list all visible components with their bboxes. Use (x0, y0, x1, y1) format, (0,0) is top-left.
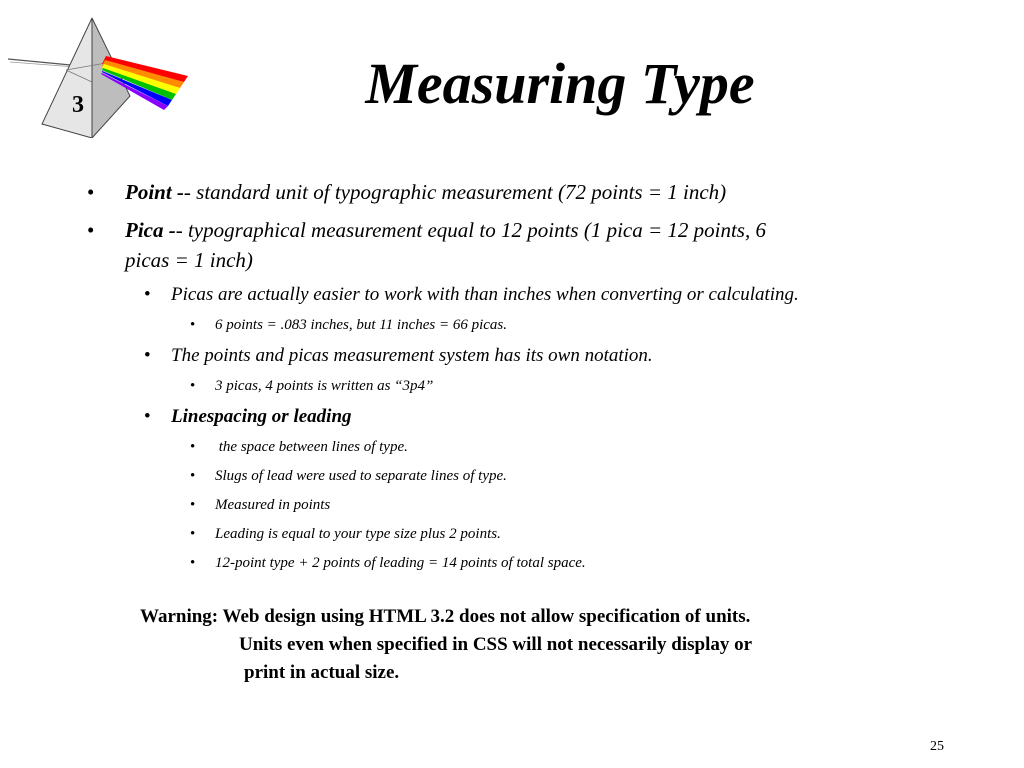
bullet-term: Linespacing or leading (171, 406, 352, 427)
prism-logo (6, 12, 192, 138)
sub-bullet-heading (144, 404, 352, 430)
sub-sub-bullet (190, 314, 508, 336)
bullet-dot: • (190, 468, 196, 484)
bullet-text: Picas are actually easier to work with than inches when converting or calculating. (171, 284, 799, 305)
warning-line-1: Warning: Web design using HTML 3.2 does not allow specification of units. (140, 606, 751, 627)
sub-sub-bullet (190, 465, 507, 487)
bullet-dot: • (190, 497, 196, 513)
bullet-text: - typographical measurement equal to 12 points (1 pica = 12 points, 6 (175, 218, 766, 242)
bullet-dot: • (190, 378, 196, 394)
bullet-text: Slugs of lead were used to separate lines of type. (215, 468, 507, 484)
bullet-dot: • (144, 345, 151, 366)
bullet-dot: • (144, 406, 151, 427)
sub-sub-bullet (190, 552, 586, 574)
bullet-text: 6 points = .083 inches, but 11 inches = 66 picas. (215, 317, 508, 333)
sub-bullet (144, 282, 799, 308)
sub-sub-bullet (190, 436, 408, 458)
bullet-text: the space between lines of type. (215, 439, 408, 455)
sub-sub-bullet (190, 494, 331, 516)
bullet-text: - standard unit of typographic measurement (72 points = 1 inch) (183, 180, 727, 204)
bullet-text: picas = 1 inch) (125, 248, 253, 272)
bullet-term: Point - (125, 180, 184, 204)
bullet-text: 12-point type + 2 points of leading = 14 points of total space. (215, 555, 586, 571)
bullet-dot: • (190, 317, 196, 333)
warning-line-3: print in actual size. (244, 662, 400, 683)
bullet-point-definition (87, 177, 727, 207)
sub-sub-bullet (190, 523, 501, 545)
bullet-dot: • (87, 180, 95, 204)
bullet-dot: • (144, 284, 151, 305)
bullet-pica-continuation (125, 245, 253, 275)
bullet-dot: • (190, 555, 196, 571)
bullet-text: The points and picas measurement system has its own notation. (171, 345, 653, 366)
bullet-dot: • (87, 218, 95, 242)
bullet-dot: • (190, 526, 196, 542)
slide-title: Measuring Type (365, 51, 755, 116)
bullet-text: Leading is equal to your type size plus 2 points. (215, 526, 501, 542)
bullet-text: 3 picas, 4 points is written as “3p4” (215, 378, 434, 394)
logo-number: 3 (72, 92, 84, 118)
sub-sub-bullet (190, 375, 434, 397)
warning-line-2: Units even when specified in CSS will not necessarily display or (239, 634, 753, 655)
bullet-dot: • (190, 439, 196, 455)
bullet-pica-definition (87, 215, 766, 245)
page-number: 25 (930, 739, 944, 754)
warning-note (140, 603, 752, 687)
bullet-text: Measured in points (215, 497, 331, 513)
sub-bullet (144, 343, 653, 369)
prism-face-left (42, 18, 92, 138)
bullet-term: Pica - (125, 218, 176, 242)
